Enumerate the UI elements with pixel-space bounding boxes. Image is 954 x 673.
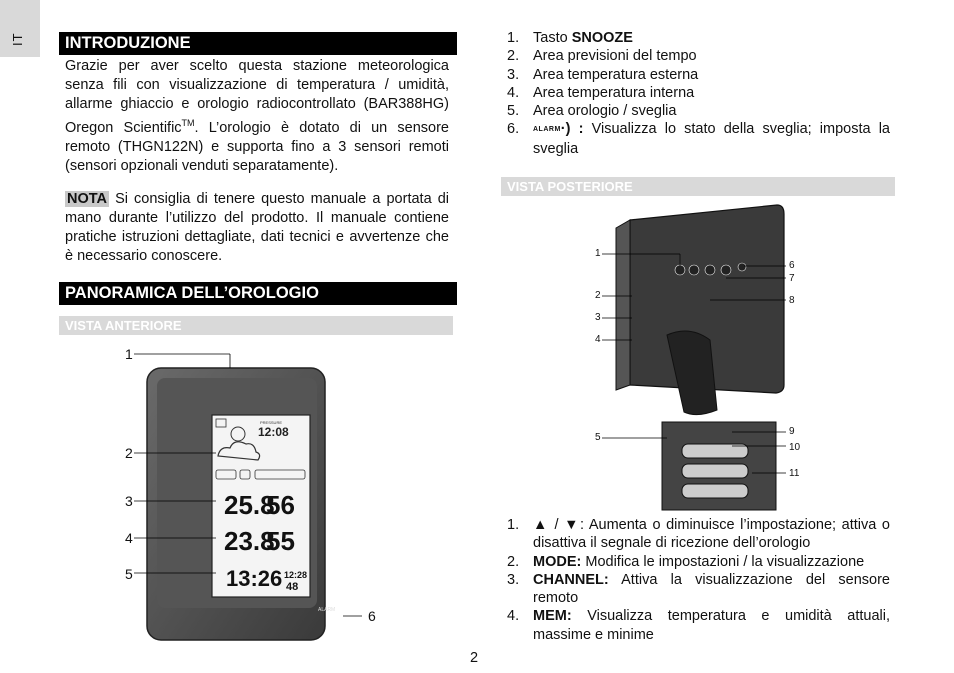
front-callout-1: 1 [125, 346, 133, 362]
rear-callout-10: 10 [789, 442, 801, 453]
language-tab [0, 0, 40, 57]
intro-text-a: Grazie per aver scelto questa stazione meteorologica senza fili con visualizzazione di temperatura / umidità, allarme ghiaccio e orologio radiocontrollato (BAR388HG) Oregon Scientific [65, 58, 449, 136]
front-view-legend [507, 29, 890, 158]
rear-callout-2: 2 [595, 290, 601, 301]
lcd-date: 12:28 [284, 570, 308, 580]
nota-paragraph [65, 190, 449, 266]
legend-item-4: 4. Area temperatura interna [507, 84, 695, 101]
trademark-mark: TM [181, 118, 195, 128]
lcd-outdoor-temp: 25.8 [224, 490, 275, 520]
section-heading-intro [59, 32, 457, 55]
rear-callout-8: 8 [789, 295, 795, 306]
rear-legend-item-4: 4. MEM: Visualizza temperatura e umidità attuali, massime e minime [507, 608, 890, 643]
rear-callout-4: 4 [595, 334, 601, 345]
lcd-small-time: 12:08 [258, 425, 289, 439]
front-view-label: VISTA ANTERIORE [65, 318, 182, 333]
language-label: IT [10, 32, 25, 46]
rear-legend-item-1: 1. ▲ / ▼: Aumenta o diminuisce l’impostazione; attiva o disattiva il segnale di ricezione dell’orologio [507, 517, 890, 552]
arrow-up-down-icon: ▲ / ▼ [533, 517, 581, 533]
intro-heading-text: INTRODUZIONE [65, 34, 191, 52]
rear-view-illustration [592, 200, 807, 515]
legend-item-3: 3. Area temperatura esterna [507, 66, 699, 83]
legend-item-5: 5. Area orologio / sveglia [507, 103, 677, 120]
legend-item-1: 1. Tasto SNOOZE [507, 30, 633, 46]
rear-callout-9: 9 [789, 426, 795, 437]
svg-text:PRESSURE: PRESSURE [260, 420, 283, 425]
front-callout-2: 2 [125, 445, 133, 461]
nota-text: Si consiglia di tenere questo manuale a portata di mano durante l’utilizzo del prodotto. Il manuale contiene pratiche istruzioni dettagliate, dati tecnici e avvertenze che è necessario conoscere. [65, 191, 449, 264]
front-callout-3: 3 [125, 493, 133, 509]
intro-text-b: . L’orologio è dotato di un sensore remoto (THGN122N) e supporta fino a 3 sensori remoti (sensori opzionali venduti separatamente). [65, 119, 449, 174]
rear-callout-3: 3 [595, 312, 601, 323]
legend-item-6: 6. ALARM·) : Visualizza lo stato della sveglia; imposta la sveglia [507, 121, 890, 157]
alarm-button-label: ALARM [318, 607, 336, 613]
intro-paragraph [65, 57, 449, 176]
lcd-indoor-humidity: 55 [266, 526, 295, 556]
rear-callout-11: 11 [789, 468, 800, 479]
subheading-rear-view [501, 177, 895, 196]
legend-item-2: 2. Area previsioni del tempo [507, 48, 697, 65]
front-callout-5: 5 [125, 566, 133, 582]
rear-view-label: VISTA POSTERIORE [507, 179, 633, 194]
lcd-outdoor-humidity: 56 [266, 490, 295, 520]
front-view-illustration [100, 340, 400, 645]
rear-legend-item-2: 2. MODE: Modifica le impostazioni / la visualizzazione [507, 553, 865, 570]
nota-label: NOTA [67, 191, 108, 207]
rear-callout-5: 5 [595, 432, 601, 443]
lcd-indoor-temp: 23.8 [224, 526, 275, 556]
overview-heading-text: PANORAMICA DELL’OROLOGIO [65, 284, 319, 302]
rear-view-legend [507, 516, 890, 644]
subheading-front-view [59, 316, 453, 335]
rear-callout-7: 7 [789, 273, 795, 284]
page-number: 2 [470, 650, 479, 666]
section-heading-overview [59, 282, 457, 305]
lcd-seconds: 48 [286, 581, 299, 593]
front-callout-4: 4 [125, 530, 133, 546]
front-callout-6: 6 [368, 608, 376, 624]
lcd-clock: 13:26 [226, 566, 283, 591]
rear-callout-1: 1 [595, 248, 601, 259]
alarm-icon: ALARM [533, 126, 561, 134]
rear-legend-item-3: 3. CHANNEL: Attiva la visualizzazione del sensore remoto [507, 571, 890, 607]
rear-callout-6: 6 [789, 260, 795, 271]
